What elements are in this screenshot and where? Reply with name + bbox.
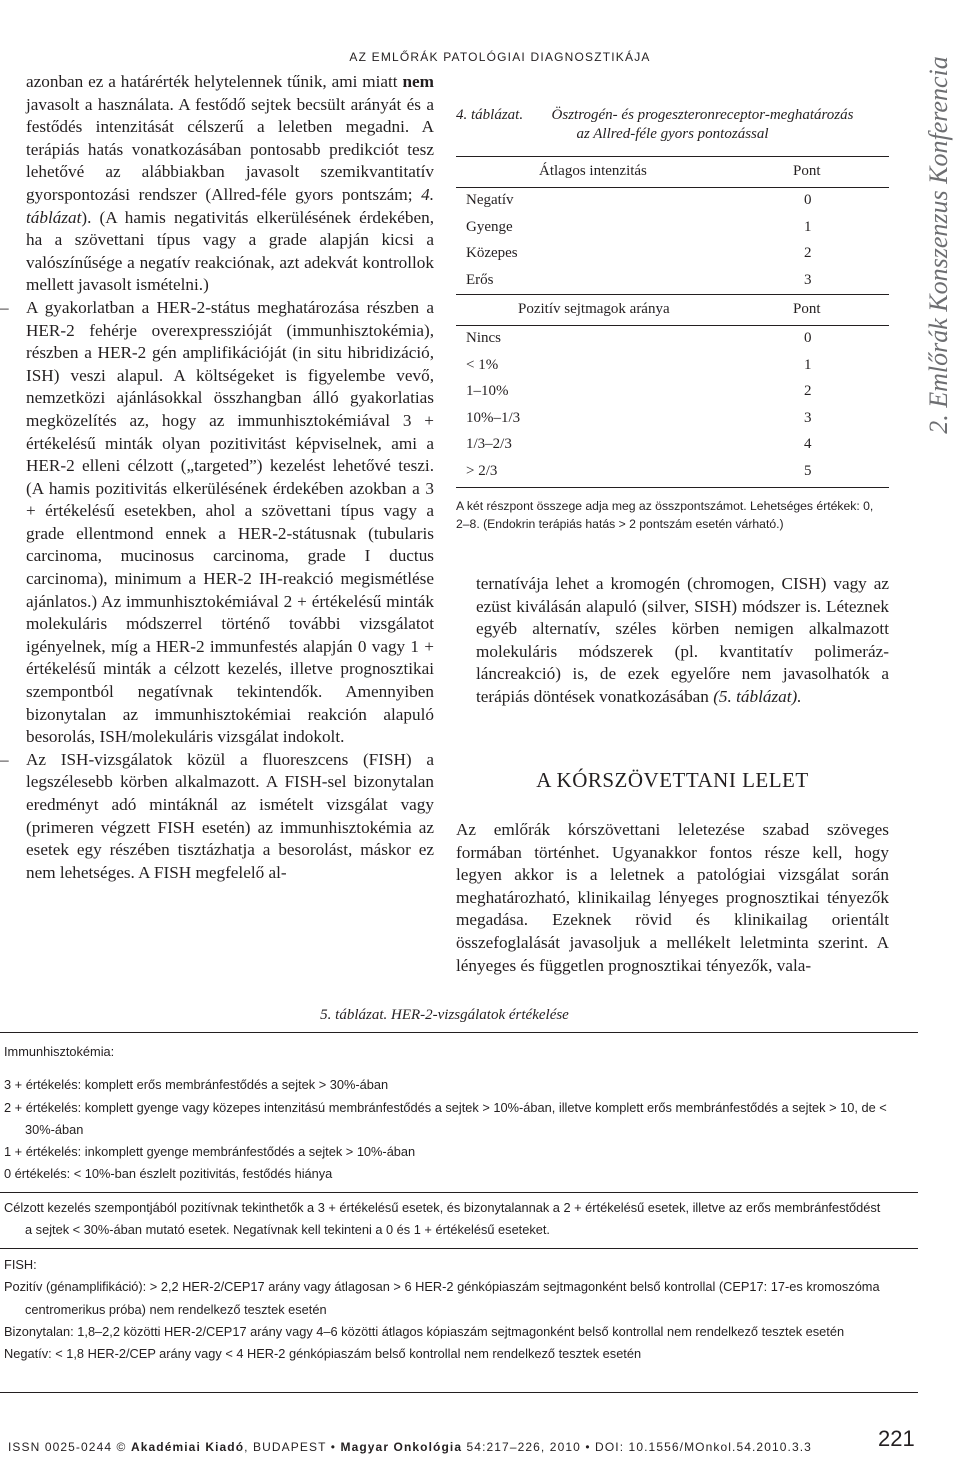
row-label: Nincs: [466, 330, 501, 346]
table-row: [456, 406, 889, 433]
column-header: Átlagos intenzitás: [539, 163, 647, 179]
row-score: 2: [804, 383, 812, 399]
ihc-score-row: 1 + értékelés: inkomplett gyenge membránfestődés a sejtek > 10%-ában: [4, 1144, 416, 1160]
row-score: 4: [804, 436, 812, 452]
dash-bullet: –: [0, 297, 9, 317]
table5-targeted-block: [4, 1197, 888, 1242]
table5-fish-block: [4, 1254, 888, 1365]
text-run: ). (A hamis negativitás elkerülésének érdekében, ha a szövettani típus vagy a grade alapján kicsi a valószínűsége a negatív reakciónak, azt adekvát kontrollok mellett javasolt ismételni.): [26, 207, 434, 295]
ihc-score-row: 2 + értékelés: komplett gyenge vagy közepes intenzitású membránfestődés a sejtek > 10%-ában, illetve komplett erős membránfestődés a sejtek > 10, de < 30%-ában: [4, 1099, 887, 1137]
row-label: < 1%: [466, 356, 499, 373]
table4: [456, 156, 889, 485]
fish-result-row: Pozitív (génamplifikáció): > 2,2 HER-2/CEP17 arány vagy átlagosan > 6 HER-2 génkópiaszám sejtmagonként belső kontrollal (CEP17: 17-es kromoszóma centromerikus próba) nem rendelkező tesztek esetén: [4, 1279, 880, 1317]
row-label: Negatív: [466, 192, 514, 208]
running-head: AZ EMLŐRÁK PATOLÓGIAI DIAGNOSZTIKÁJA: [349, 50, 651, 64]
table4-bottom-rule: [456, 487, 889, 488]
fish-heading: FISH:: [4, 1257, 37, 1272]
table5-ihc-block: [4, 1041, 888, 1186]
row-label: 1–10%: [466, 383, 509, 399]
table-row: [456, 379, 889, 406]
list-item-text: Az ISH-vizsgálatok közül a fluoreszcens (FISH) a legszélesebb körben alkalmazott. A FISH-sel bizonytalan eredményt adó mintáknál az ismételt vizsgálat vagy (primeren végzett FISH esetén) az immunhisztokémia az esetek egy részében tisztázhatja a besorolást, máskor ez nem lehetséges. A FISH megfelelő al-: [26, 749, 434, 882]
ihc-score-row: 0 értékelés: < 10%-ban észlelt pozitivitás, festődés hiánya: [4, 1166, 333, 1182]
table-row: [456, 241, 889, 268]
table4-title-line1: Ösztrogén- és progeszteronreceptor-meghatározás: [551, 107, 854, 123]
dash-bullet: –: [0, 749, 9, 769]
right-column-lower: [456, 819, 889, 977]
row-score: 5: [804, 462, 812, 479]
table-row: [456, 326, 889, 353]
ihc-heading: Immunhisztokémia:: [4, 1044, 115, 1059]
table-row: [456, 432, 889, 459]
row-score: 1: [804, 356, 812, 373]
ihc-rows: [4, 1074, 888, 1185]
row-label: Közepes: [466, 245, 518, 261]
row-score: 3: [804, 271, 812, 288]
table4-header-proportion: [456, 294, 889, 326]
row-label: Gyenge: [466, 218, 513, 235]
left-column: [0, 71, 434, 884]
footer-citation: [8, 1440, 828, 1454]
table5-top-rule: [0, 1032, 918, 1033]
table4-caption: [456, 106, 889, 144]
table4-intensity-rows: [456, 188, 889, 294]
section-heading: A KÓRSZÖVETTANI LELET: [536, 768, 809, 792]
bold-text: nem: [402, 72, 434, 91]
row-label: > 2/3: [466, 462, 498, 479]
table-reference: 4. táblázat: [26, 184, 434, 227]
fish-result-row: Bizonytalan: 1,8–2,2 közötti HER-2/CEP17 arány vagy 4–6 közötti átlagos kópiaszám sejtmagonként belső kontrollal nem rendelkező tesztek esetén: [4, 1323, 845, 1339]
list-item: [0, 297, 434, 749]
list-item: [0, 749, 434, 885]
ihc-score-row: 3 + értékelés: komplett erős membránfestődés a sejtek > 30%-ában: [4, 1077, 389, 1093]
right-column: [476, 573, 889, 709]
side-title-bar: [918, 0, 960, 1463]
table-reference: (5. táblázat).: [713, 686, 802, 706]
paragraph: Az emlőrák kórszövettani leletezése szabad szöveges formában történhet. Ugyanakkor fontos része kell, hogy legyen akkor is a leletnek a patológiai vizsgálat során meghatározható, klinikailag lényeges prognosztikai tényezők megadása. Ezeknek rövid és klinikailag orientált összefoglalását javasoljuk a mellékelt leletminta szerint. A lényeges és független prognosztikai tényezők, vala-: [456, 820, 889, 975]
text-run: azonban ez a határérték helytelennek tűnik, ami miatt: [26, 72, 403, 91]
row-label: 10%–1/3: [466, 409, 521, 426]
page-number: 221: [878, 1426, 915, 1451]
row-label: 1/3–2/3: [466, 436, 512, 452]
row-score: 0: [804, 192, 812, 208]
table-row: [456, 268, 889, 295]
fish-result-row: Negatív: < 1,8 HER-2/CEP arány vagy < 4 HER-2 génkópiaszám belső kontrollal nem rendelkező tesztek esetén: [4, 1346, 642, 1362]
conference-title: 2. Emlőrák Konszenzus Konferencia: [924, 56, 953, 434]
spacer: [4, 1063, 888, 1074]
table5-divider: [0, 1248, 918, 1249]
table-row: [456, 215, 889, 242]
column-header: Pont: [793, 301, 821, 317]
table-row: [456, 188, 889, 215]
table5-divider: [0, 1192, 918, 1193]
issn: ISSN 0025-0244 ©: [8, 1440, 131, 1454]
table4-label: 4. táblázat.: [456, 107, 524, 123]
fish-rows: [4, 1276, 888, 1365]
volume-doi: 54:217–226, 2010 • DOI: 10.1556/MOnkol.54.2010.3.3: [462, 1440, 812, 1454]
text-run: ternatívája lehet a kromogén (chromogen, CISH) vagy az ezüst kiválásán alapuló (silver, SISH) módszer is. Léteznek egyéb alternatív, széles körben nemigen alkalmazott molekuláris módszerek (pl. kvantitatív polimeráz-láncreakció) is, de ezek egyelőre nem javasolhatók a terápiás döntések vonatkozásában: [476, 574, 889, 706]
table5-caption: 5. táblázat. HER-2-vizsgálatok értékelése: [320, 1007, 569, 1023]
targeted-therapy-note: Célzott kezelés szempontjából pozitívnak tekinthetők a 3 + értékelésű esetek, és bizonytalannak a 2 + értékelésű esetek, illetve az erős membránfestődést a sejtek < 30%-ában mutató esetek. Negatívnak kell tekinteni a 0 és 1 + értékelésű eseteket.: [4, 1200, 881, 1238]
paragraph: [476, 573, 889, 709]
paragraph: [26, 71, 434, 297]
table5-bottom-rule: [0, 1392, 918, 1393]
publisher: Akadémiai Kiadó: [130, 1440, 245, 1454]
table4-proportion-rows: [456, 326, 889, 485]
row-score: 0: [804, 330, 812, 346]
table4-header-intensity: [456, 156, 889, 188]
table-row: [456, 459, 889, 486]
column-header: Pont: [793, 163, 821, 179]
table4-footnote: A két részpont összege adja meg az összpontszámot. Lehetséges értékek: 0, 2–8. (Endokrin terápiás hatás > 2 pontszám esetén várható.): [456, 499, 874, 531]
row-score: 1: [804, 218, 812, 235]
journal-name: Magyar Onkológia: [340, 1440, 463, 1454]
row-label: Erős: [466, 271, 494, 288]
table-row: [456, 353, 889, 380]
city: , BUDAPEST •: [244, 1440, 341, 1454]
list-item-text: A gyakorlatban a HER-2-státus meghatározása részben a HER-2 fehérje overexpresszióját (immunhisztokémia), részben a HER-2 gén amplifikációját (in situ hibridizáció, ISH) veszi alapul. A költségeket is figyelembe vevő, nemzetközi ajánlásokkal összhangban álló gyakorlatias megközelítés az, hogy az immunhisztokémiával 3 + értékelésű minták olyan pozitivitást képviselnek, ami a HER-2 elleni célzott („targeted”) kezelést lehetővé teszi. (A hamis pozitivitás elkerülésének érdekében azokban a 3 + értékelésű esetekben, ahol a szövettani típus vagy a grade ellentmond ennek a HER-2-státusnak (tubularis carcinoma, mucinosus carcinoma, grade I ductus carcinoma), minimum a HER-2 IH-reakció megismétlése ajánlatos.) Az immunhisztokémiával 2 + értékelésű minták molekuláris módszerrel történő további vizsgálatot igényelnek, míg a HER-2 immunfestés alapján 0 vagy 1 + értékelésű minták a célzott kezelés, illetve prognosztikai szempontból negatívnak tekintendők. Amennyiben bizonytalan az immunhisztokémiai reakción alapuló besorolás, ISH/molekuláris vizsgálat indokolt.: [26, 297, 434, 747]
column-header: Pozitív sejtmagok aránya: [518, 301, 670, 317]
table4-title-line2: az Allred-féle gyors pontozással: [576, 126, 769, 142]
row-score: 3: [804, 409, 812, 426]
text-run: javasolt a használata. A festődő sejtek becsült arányát és a festődés intenzitását célszerű a leletben megadni. A terápiás hatás vonatkozásában pontosabb predikciót tesz lehetővé az alábbiakban javasolt szemikvantitatív gyorspontozási rendszer (Allred-féle gyors pontszám;: [26, 94, 434, 204]
row-score: 2: [804, 245, 812, 261]
